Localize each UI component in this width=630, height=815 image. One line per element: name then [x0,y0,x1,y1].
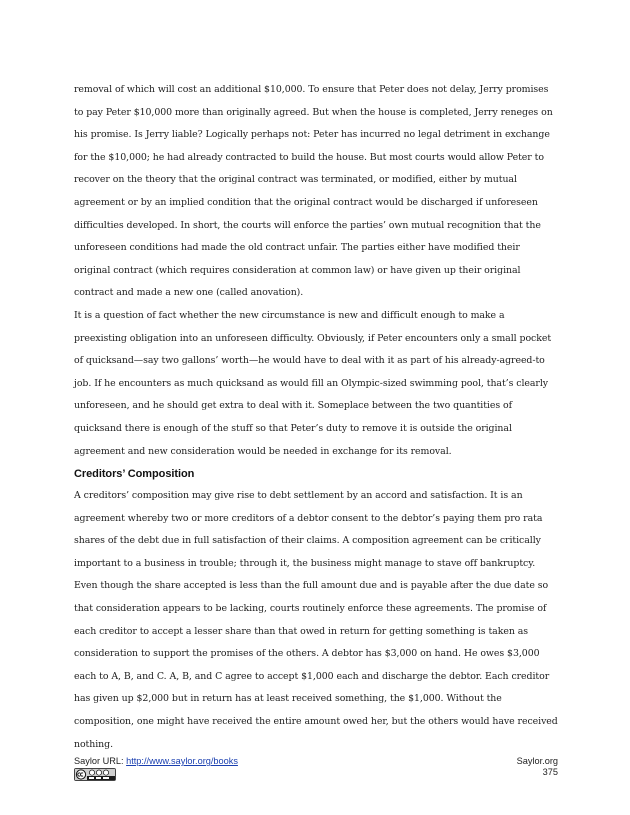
paragraph-continued: removal of which will cost an additional $10,000. To ensure that Peter does not delay, Jerry promises to pay Peter $10,000 more than originally agreed. But when the house is completed, Jerry reneges on his promise. Is Jerry liable? Logically perhaps not: Peter has incurred no legal detriment in exchange for the $10,000; he had already contracted to build the house. But most courts would allow Peter to recover on the theory that the original contract was terminated, or modified, either by mutual agreement or by an implied condition that the original contract would be discharged if unforeseen difficulties developed. In short, the courts will enforce the parties’ own mutual recognition that the unforeseen conditions had made the old contract unfair. The parties either have modified their original contract (which requires consideration at common law) or have given up their original contract and made a new one (called anovation). [74,84,553,299]
footer-page-info [517,756,558,778]
paragraph-quicksand: It is a question of fact whether the new circumstance is new and difficult enough to make a preexisting obligation into an unforeseen difficulty. Obviously, if Peter encounters only a small pocket of quicksand—say two gallons’ worth—he would have to deal with it as part of his already-agreed-to job. If he encounters as much quicksand as would fill an Olympic-sized swimming pool, that’s clearly unforeseen, and he should get extra to deal with it. Someplace between the two quantities of quicksand there is enough of the stuff so that Peter’s duty to remove it is outside the original agreement and new consideration would be needed in exchange for its removal. [74,309,552,457]
saylor-books-link[interactable]: http://www.saylor.org/books [126,756,238,766]
section-heading: Creditors’ Composition [74,468,195,481]
footer-source [74,756,238,767]
paragraph-composition: A creditors’ composition may give rise to debt settlement by an accord and satisfaction. It is an agreement whereby two or more creditors of a debtor consent to the debtor’s paying them pro rata shares of the debt due in full satisfaction of their claims. A composition agreement can be critically important to a business in trouble; through it, the business might manage to stave off bankruptcy. Even though the share accepted is less than the full amount due and is payable after the due date so that consideration appears to be lacking, courts routinely enforce these agreements. The promise of each creditor to accept a lesser share than that owed in return for getting something is taken as consideration to support the promises of the others. A debtor has $3,000 on hand. He owes $3,000 each to A, B, and C. A, B, and C agree to accept $1,000 each and discharge the debtor. Each creditor has given up $2,000 but in return has at least received something, the $1,000. Without the composition, one might have received the entire amount owed her, but the others would have received nothing. [74,490,558,750]
cc-by-nc-sa-icon [74,768,116,781]
page-body [74,79,558,756]
footer-site: Saylor.org [516,756,558,766]
footer-url-label: Saylor URL: [74,756,127,766]
page-number: 375 [542,767,558,777]
